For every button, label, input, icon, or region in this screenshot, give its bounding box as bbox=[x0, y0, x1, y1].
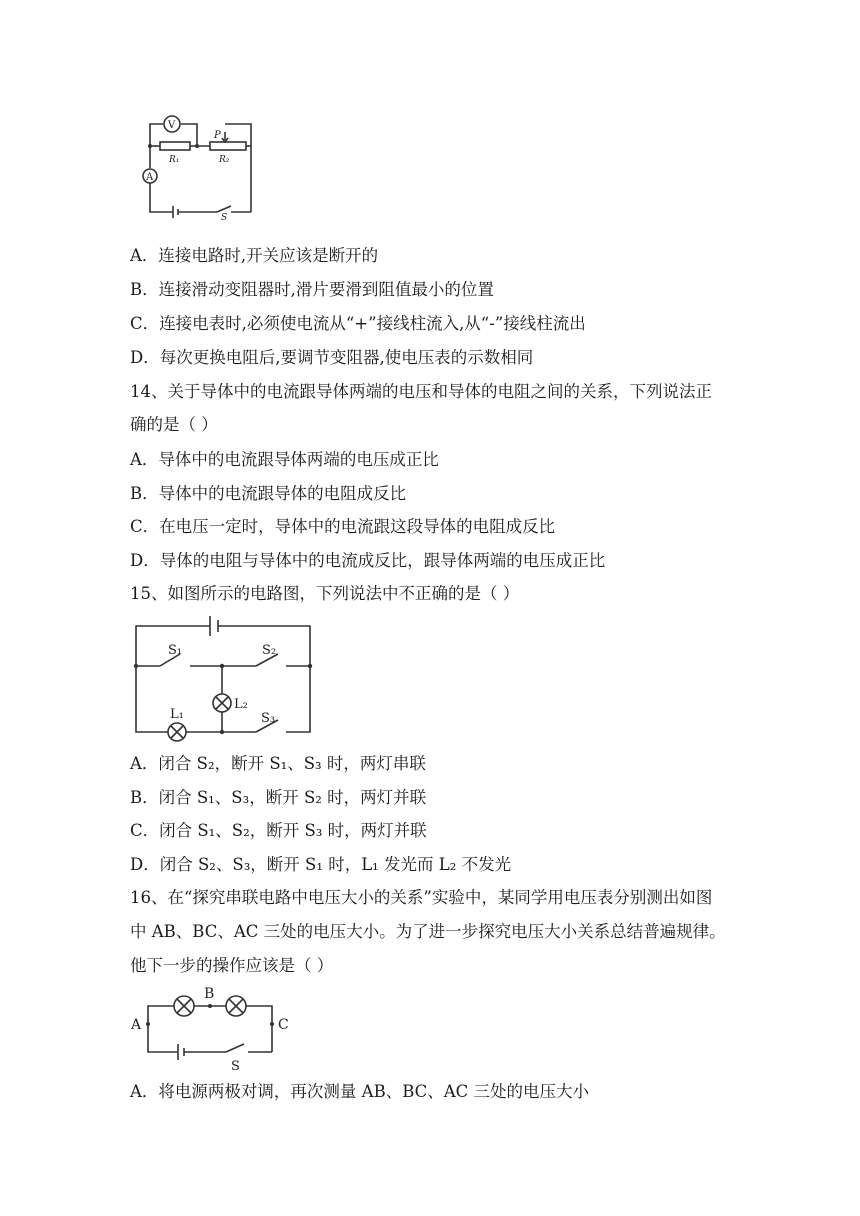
l2-label: L₂ bbox=[234, 697, 248, 712]
q13-option-a: A．连接电路时,开关应该是断开的 bbox=[130, 246, 379, 265]
slider-label: P bbox=[214, 130, 221, 141]
switch-s-label: S bbox=[231, 1059, 240, 1074]
point-c-label: C bbox=[278, 1017, 289, 1033]
q15-stem: 15、如图所示的电路图，下列说法中不正确的是（ ） bbox=[130, 584, 520, 603]
q15-option-a: A．闭合 S₂，断开 S₁、S₃ 时，两灯串联 bbox=[130, 754, 426, 773]
l1-label: L₁ bbox=[170, 707, 184, 722]
q16-stem-line3: 他下一步的操作应该是（ ） bbox=[130, 956, 334, 975]
s3-label: S₃ bbox=[261, 711, 276, 726]
point-b-label: B bbox=[204, 986, 215, 1002]
q14-option-b: B．导体中的电流跟导体的电阻成反比 bbox=[130, 484, 407, 503]
q14-stem-line1: 14、关于导体中的电流跟导体两端的电压和导体的电阻之间的关系，下列说法正 bbox=[130, 382, 712, 401]
r1-label: R₁ bbox=[169, 155, 180, 165]
s2-label: S₂ bbox=[262, 643, 277, 658]
q15-option-c: C．闭合 S₁、S₂，断开 S₃ 时，两灯并联 bbox=[130, 821, 427, 840]
q16-stem-line2: 中 AB、BC、AC 三处的电压大小。为了进一步探究电压大小关系总结普遍规律。 bbox=[130, 922, 726, 941]
q13-option-d: D．每次更换电阻后,要调节变阻器,使电压表的示数相同 bbox=[130, 348, 534, 367]
s1-label: S₁ bbox=[168, 643, 183, 658]
point-a-label: A bbox=[131, 1017, 142, 1033]
circuit-figure-q15 bbox=[128, 614, 318, 746]
q16-stem-line1: 16、在“探究串联电路中电压大小的关系”实验中，某同学用电压表分别测出如图 bbox=[130, 888, 713, 907]
q15-option-d: D．闭合 S₂、S₃，断开 S₁ 时，L₁ 发光而 L₂ 不发光 bbox=[130, 855, 512, 874]
q15-option-b: B．闭合 S₁、S₃，断开 S₂ 时，两灯并联 bbox=[130, 788, 427, 807]
ammeter-label: A bbox=[146, 172, 154, 183]
q13-option-b: B．连接滑动变阻器时,滑片要滑到阻值最小的位置 bbox=[130, 280, 494, 299]
circuit-figure-q13 bbox=[135, 112, 265, 222]
r2-label: R₂ bbox=[219, 155, 230, 165]
q14-option-c: C．在电压一定时，导体中的电流跟这段导体的电阻成反比 bbox=[130, 517, 556, 536]
q13-option-c: C．连接电表时,必须使电流从“+”接线柱流入,从“-”接线柱流出 bbox=[130, 314, 586, 333]
q14-option-a: A．导体中的电流跟导体两端的电压成正比 bbox=[130, 450, 439, 469]
q16-option-a: A．将电源两极对调，再次测量 AB、BC、AC 三处的电压大小 bbox=[130, 1082, 590, 1101]
voltmeter-label: V bbox=[168, 120, 176, 131]
q14-stem-line2: 确的是（ ） bbox=[130, 415, 218, 434]
switch-label: S bbox=[221, 213, 228, 222]
q14-option-d: D．导体的电阻与导体中的电流成反比，跟导体两端的电压成正比 bbox=[130, 551, 606, 570]
circuit-figure-q16 bbox=[128, 986, 298, 1076]
